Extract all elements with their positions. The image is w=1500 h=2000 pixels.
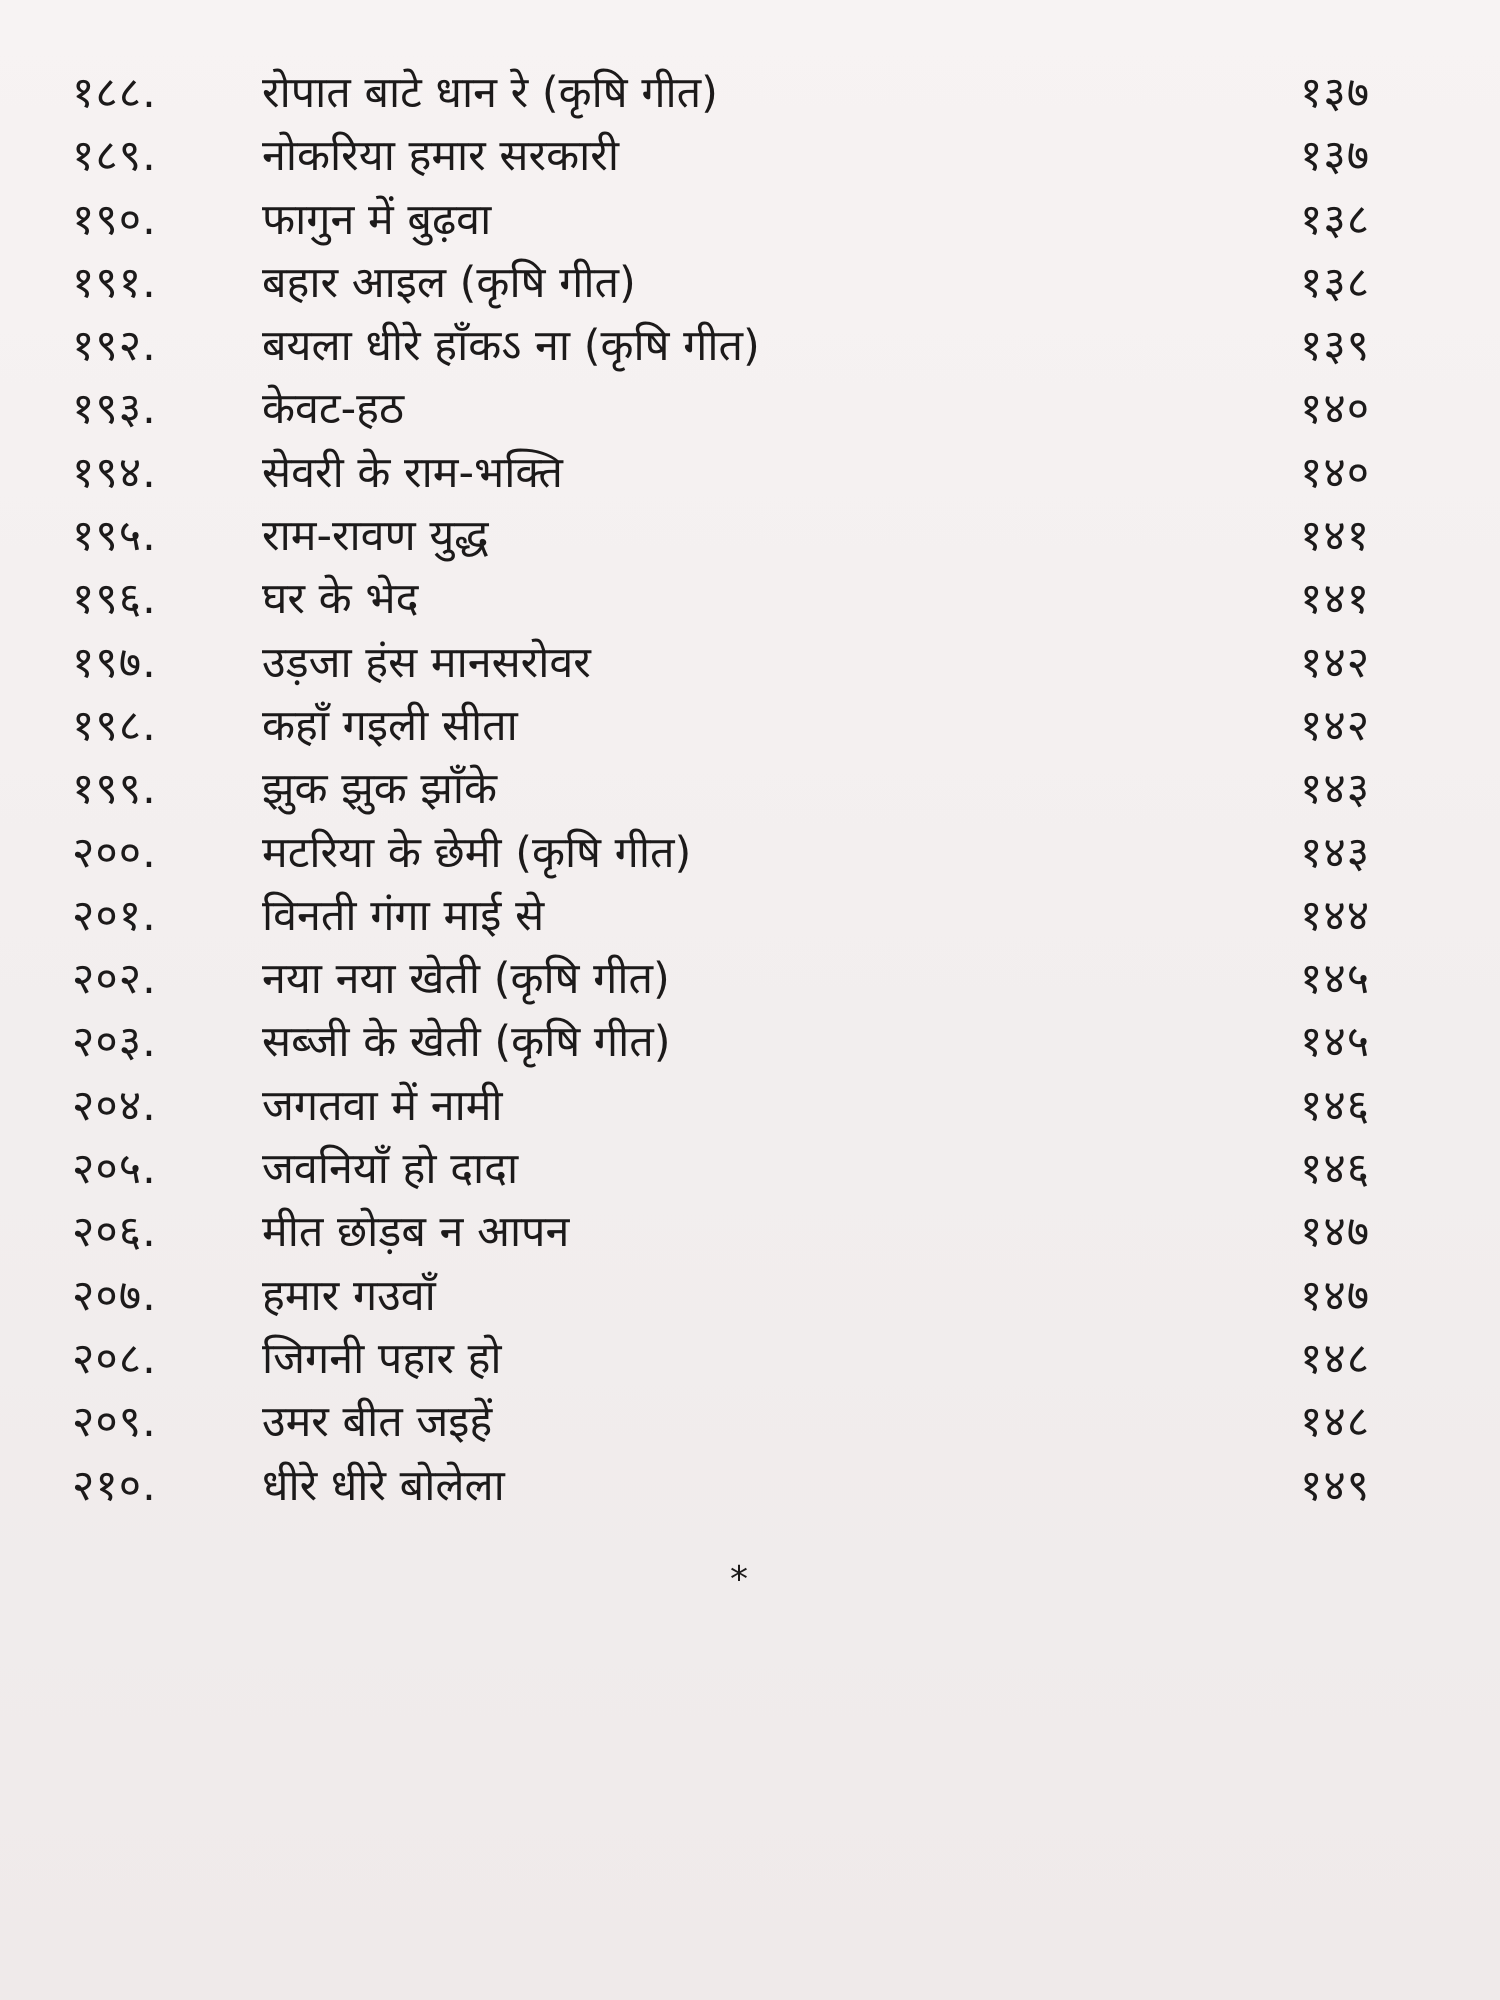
toc-entry xyxy=(0,1391,1500,1454)
entry-number: २१०. xyxy=(72,1460,157,1511)
toc-entry xyxy=(0,125,1500,188)
entry-title: फागुन में बुढ़वा xyxy=(262,194,492,245)
entry-title: राम-रावण युद्ध xyxy=(262,511,489,562)
entry-number: २०८. xyxy=(72,1333,157,1384)
end-asterisk: * xyxy=(730,1559,748,1600)
entry-page-number: १४९ xyxy=(1300,1460,1371,1511)
toc-entry xyxy=(0,822,1500,885)
entry-page-number: १४२ xyxy=(1300,637,1371,688)
entry-title: रोपात बाटे धान रे (कृषि गीत) xyxy=(262,68,718,118)
toc-entry xyxy=(0,1455,1500,1518)
entry-page-number: १३८ xyxy=(1300,257,1371,308)
entry-title: जिगनी पहार हो xyxy=(262,1333,502,1384)
entry-title: उड़जा हंस मानसरोवर xyxy=(262,637,591,688)
toc-entry xyxy=(0,632,1500,695)
entry-number: २०३. xyxy=(72,1017,157,1068)
entry-title: बयला धीरे हाँकऽ ना (कृषि गीत) xyxy=(262,321,760,372)
entry-page-number: १४१ xyxy=(1300,511,1371,562)
entry-title: बहार आइल (कृषि गीत) xyxy=(262,257,636,308)
entry-title: कहाँ गइली सीता xyxy=(262,700,518,751)
entry-title: हमार गउवाँ xyxy=(262,1270,436,1321)
entry-number: १९३. xyxy=(72,384,157,435)
entry-number: १९५. xyxy=(72,511,157,562)
entry-number: २०४. xyxy=(72,1080,157,1131)
toc-entry xyxy=(0,378,1500,441)
toc-entry xyxy=(0,1201,1500,1264)
toc-entry xyxy=(0,1265,1500,1328)
entry-page-number: १४५ xyxy=(1300,1017,1371,1068)
entry-number: १८८. xyxy=(72,68,157,118)
entry-title: उमर बीत जइहें xyxy=(262,1397,493,1448)
entry-page-number: १४७ xyxy=(1300,1207,1371,1258)
entry-page-number: १४७ xyxy=(1300,1270,1371,1321)
entry-page-number: १३८ xyxy=(1300,194,1371,245)
entry-title: घर के भेद xyxy=(262,574,419,625)
entry-number: १९८. xyxy=(72,700,157,751)
entry-page-number: १४३ xyxy=(1300,827,1371,878)
entry-page-number: १४४ xyxy=(1300,890,1371,941)
entry-page-number: १३७ xyxy=(1300,68,1371,118)
entry-page-number: १४६ xyxy=(1300,1080,1371,1131)
entry-number: १९१. xyxy=(72,257,157,308)
entry-title: मीत छोड़ब न आपन xyxy=(262,1207,570,1258)
entry-number: १९९. xyxy=(72,764,157,815)
entry-page-number: १४८ xyxy=(1300,1397,1371,1448)
entry-title: सब्जी के खेती (कृषि गीत) xyxy=(262,1017,671,1068)
entry-number: १९४. xyxy=(72,447,157,498)
entry-page-number: १४६ xyxy=(1300,1144,1371,1195)
toc-entry xyxy=(0,1328,1500,1391)
entry-title: जगतवा में नामी xyxy=(262,1080,503,1131)
entry-number: २०१. xyxy=(72,890,157,941)
entry-page-number: १४० xyxy=(1300,447,1371,498)
entry-page-number: १४२ xyxy=(1300,700,1371,751)
entry-page-number: १४३ xyxy=(1300,764,1371,815)
toc-entry xyxy=(0,1075,1500,1138)
entry-page-number: १३९ xyxy=(1300,321,1371,372)
entry-title: केवट-हठ xyxy=(262,384,404,435)
entry-number: २०७. xyxy=(72,1270,157,1321)
entry-page-number: १४८ xyxy=(1300,1333,1371,1384)
entry-number: २०५. xyxy=(72,1144,157,1195)
table-of-contents xyxy=(0,62,1500,1518)
toc-entry xyxy=(0,885,1500,948)
toc-entry xyxy=(0,758,1500,821)
entry-title: विनती गंगा माई से xyxy=(262,890,545,941)
toc-entry xyxy=(0,315,1500,378)
entry-title: सेवरी के राम-भक्ति xyxy=(262,447,563,498)
toc-entry xyxy=(0,189,1500,252)
entry-number: २०९. xyxy=(72,1397,157,1448)
entry-title: झुक झुक झाँके xyxy=(262,764,498,815)
toc-entry xyxy=(0,1011,1500,1074)
entry-page-number: १४१ xyxy=(1300,574,1371,625)
entry-number: २००. xyxy=(72,827,157,878)
entry-number: २०६. xyxy=(72,1207,157,1258)
toc-entry xyxy=(0,695,1500,758)
entry-page-number: १४५ xyxy=(1300,954,1371,1005)
entry-number: १९०. xyxy=(72,194,157,245)
entry-title: नया नया खेती (कृषि गीत) xyxy=(262,954,670,1005)
entry-number: १८९. xyxy=(72,131,157,182)
toc-entry xyxy=(0,252,1500,315)
entry-title: नोकरिया हमार सरकारी xyxy=(262,131,619,182)
toc-entry xyxy=(0,505,1500,568)
toc-entry xyxy=(0,948,1500,1011)
entry-title: मटरिया के छेमी (कृषि गीत) xyxy=(262,827,692,878)
toc-entry xyxy=(0,62,1500,125)
entry-page-number: १४० xyxy=(1300,384,1371,435)
entry-number: १९२. xyxy=(72,321,157,372)
entry-title: धीरे धीरे बोलेला xyxy=(262,1460,505,1511)
toc-entry xyxy=(0,442,1500,505)
toc-entry xyxy=(0,568,1500,631)
entry-number: २०२. xyxy=(72,954,157,1005)
entry-number: १९७. xyxy=(72,637,157,688)
entry-title: जवनियाँ हो दादा xyxy=(262,1144,519,1195)
entry-number: १९६. xyxy=(72,574,157,625)
toc-entry xyxy=(0,1138,1500,1201)
entry-page-number: १३७ xyxy=(1300,131,1371,182)
